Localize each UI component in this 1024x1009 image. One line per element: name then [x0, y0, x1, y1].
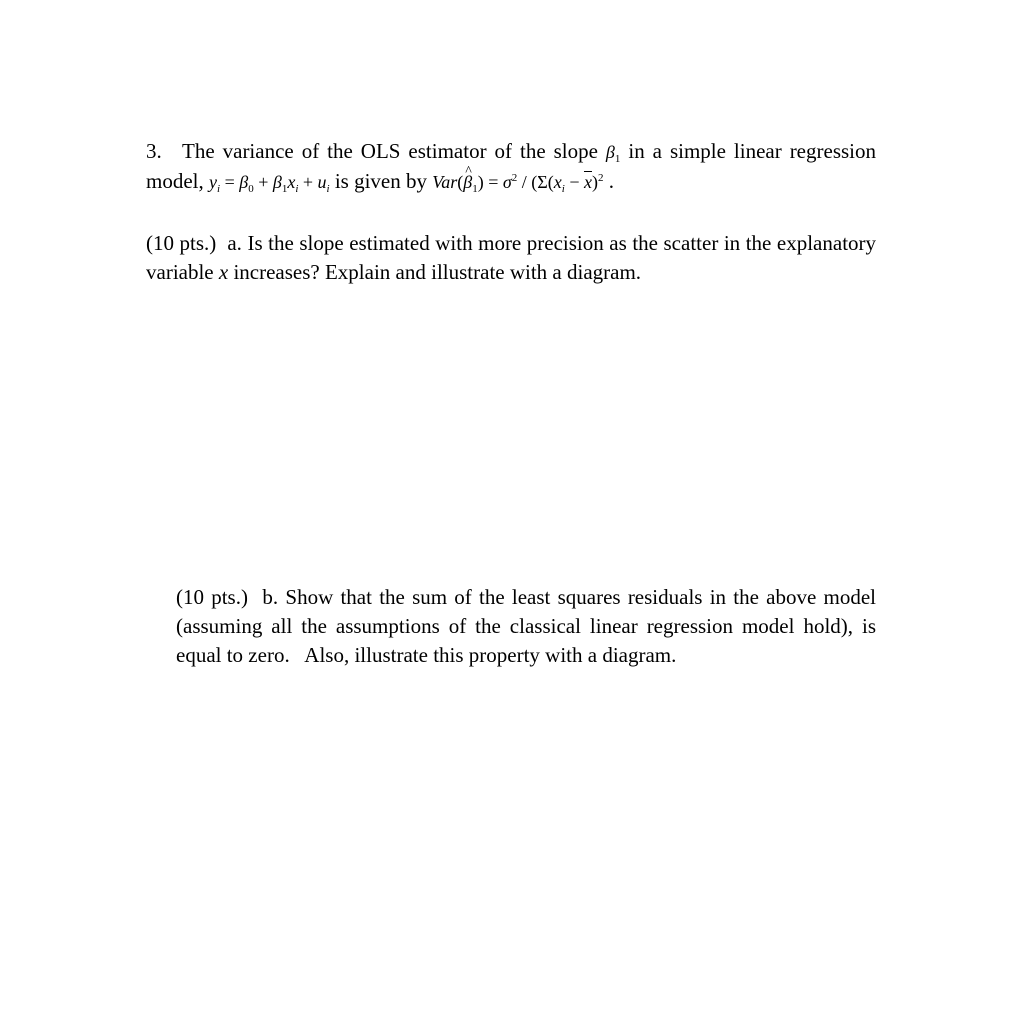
part-a-label: a.: [227, 231, 242, 255]
part-a: [146, 229, 876, 287]
part-b-text: Show that the sum of the least squares residuals in the above model (assuming all the assumptions of the classical linear regression model hold), is equal to zero. Also, illustrate this property with a diagram.: [176, 585, 882, 667]
part-b-label: b.: [262, 585, 279, 609]
part-a-variable: x: [218, 260, 229, 284]
part-a-points: (10 pts.): [146, 231, 217, 255]
part-b: [176, 583, 882, 670]
intro-text-before-beta: The variance of the OLS estimator of the slope: [182, 139, 598, 163]
model-equation: $y_i = \beta_0 + \beta_1x_i + u_i$: [209, 172, 330, 195]
given-by-text: is given by: [334, 169, 428, 193]
part-a-text-after-x: increases? Explain and illustrate with a diagram.: [233, 260, 642, 284]
part-b-points: (10 pts.): [176, 585, 248, 609]
question-number: 3.: [146, 139, 162, 163]
slope-symbol: $\beta_1$: [605, 142, 621, 165]
intro-text-after-beta: in a simple linear regression model,: [146, 139, 876, 193]
question-intro: 3. The variance of the OLS estimator of the slope $\beta_1$ in a simple linear regression model, $y_i = \beta_0 + \beta_1x_i + u_i$ is given by Var(^ $\beta_1) = \sigma^2 / (\Sigma(x_i - \overline{x})^2$ .: [146, 137, 876, 197]
part-a-text-before-x: Is the slope estimated with more precision as the scatter in the explanatory variable: [146, 231, 877, 284]
variance-formula: Var(^ $\beta_1) = \sigma^2 / (\Sigma(x_i - \overline{x})^2$: [432, 172, 603, 192]
